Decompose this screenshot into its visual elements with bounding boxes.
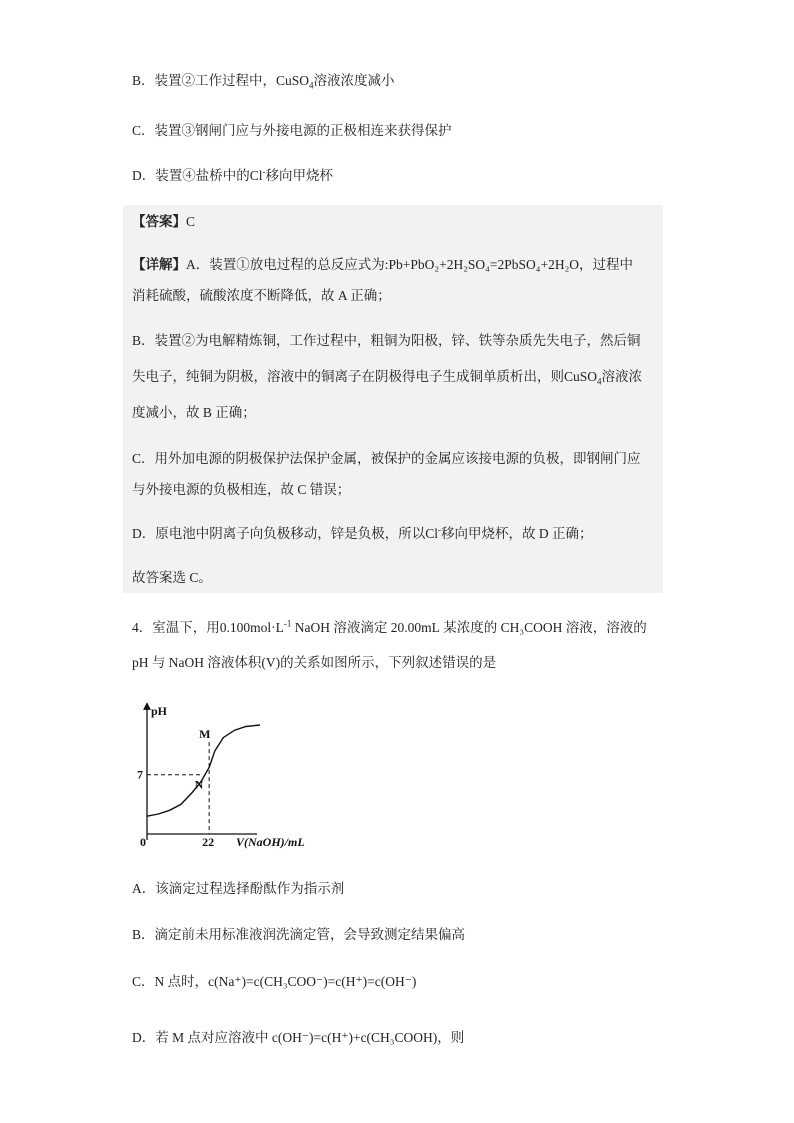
- option-b-text: B．装置②工作过程中，: [132, 73, 277, 88]
- explanation-d-tail: 移向甲烧杯，故 D 正确；: [441, 526, 593, 541]
- y-tick-7: 7: [137, 767, 143, 782]
- point-m-label: M: [199, 727, 211, 742]
- q4-option-c: C．N 点时，c(Na⁺)=c(CH₃COO⁻)=c(H⁺)=c(OH⁻): [132, 974, 417, 989]
- point-n-label: N: [194, 777, 204, 792]
- q4-option-b: B．滴定前未用标准液润洗滴定管，会导致测定结果偏高: [132, 927, 466, 942]
- answer-value: C: [186, 214, 196, 229]
- explanation-c-line2: 与外接电源的负极相连，故 C 错误；: [132, 482, 351, 497]
- volume: 20.00mL: [390, 620, 440, 635]
- explanation-label: 【详解】: [132, 257, 186, 272]
- q4-text-a: 4．室温下，用: [132, 620, 220, 635]
- cuso4-formula: CuSO$_4$: [564, 369, 602, 387]
- q4-option-a: A．该滴定过程选择酚酞作为指示剂: [132, 881, 345, 896]
- q4-stem-line2: pH 与 NaOH 溶液体积(V)的关系如图所示，下列叙述错误的是: [132, 655, 497, 670]
- concentration: $0.100mol\cdot L^{-1}$: [219, 618, 292, 635]
- explanation-a-line2: 消耗硫酸，硫酸浓度不断降低，故 A 正确；: [132, 288, 391, 303]
- explanation-a-line1: [132, 256, 633, 274]
- explanation-c-line1: C．用外加电源的阴极保护法保护金属，被保护的金属应该接电源的负极，即钢闸门应: [132, 451, 641, 466]
- origin-label: 0: [140, 835, 146, 849]
- explanation-b-text: 失电子，纯铜为阴极，溶液中的铜离子在阴极得电子生成铜单质析出，则: [132, 369, 564, 384]
- q4-text-d: 溶液，溶液的: [562, 620, 647, 635]
- q4-option-d: D．若 M 点对应溶液中 c(OH⁻)=c(H⁺)+c(CH₃COOH)，则: [132, 1030, 465, 1045]
- cl-ion: Cl-: [425, 524, 442, 541]
- explanation-d-text: D．原电池中阴离子向负极移动，锌是负极，所以: [132, 526, 426, 541]
- q4-text-b: NaOH 溶液滴定: [291, 620, 391, 635]
- explanation-a-text: A．装置①放电过程的总反应式为:: [186, 257, 389, 272]
- acetic-acid-formula: CH₃COOH: [500, 620, 563, 635]
- x-tick-22: 22: [202, 835, 215, 849]
- answer-label: 【答案】: [132, 214, 186, 229]
- explanation-b-tail: 溶液浓: [601, 369, 643, 384]
- explanation-d-line: [132, 525, 593, 543]
- explanation-conclusion: 故答案选 C。: [132, 570, 212, 585]
- explanation-b-line1: B．装置②为电解精炼铜，工作过程中，粗铜为阳极，锌、铁等杂质先失电子，然后铜: [132, 333, 641, 348]
- reaction-equation: Pb+PbO₂+2H₂SO₄=2PbSO₄+2H₂O: [388, 257, 580, 272]
- titration-curve-svg: [132, 700, 332, 850]
- explanation-b-line2: [132, 368, 642, 386]
- answer-line: [132, 213, 195, 231]
- titration-curve-chart: [132, 700, 332, 850]
- q4-stem-line1: [132, 619, 647, 637]
- cuso4-formula: CuSO$_4$: [276, 73, 314, 91]
- q4-text-c: 某浓度的: [439, 620, 501, 635]
- q3-option-c: C．装置③钢闸门应与外接电源的正极相连来获得保护: [132, 123, 452, 138]
- explanation-b-line3: 度减小，故 B 正确；: [132, 405, 256, 420]
- cl-ion: Cl-: [249, 166, 266, 183]
- option-d-text: D．装置④盐桥中的: [132, 168, 250, 183]
- option-b-text-tail: 溶液浓度减小: [313, 73, 395, 88]
- q3-option-d: [132, 167, 333, 185]
- explanation-a-tail: ，过程中: [579, 257, 634, 272]
- y-axis-label: pH: [151, 704, 168, 718]
- q3-option-b: [132, 72, 395, 90]
- x-axis-label: V(NaOH)/mL: [236, 835, 305, 849]
- option-d-text-tail: 移向甲烧杯: [265, 168, 334, 183]
